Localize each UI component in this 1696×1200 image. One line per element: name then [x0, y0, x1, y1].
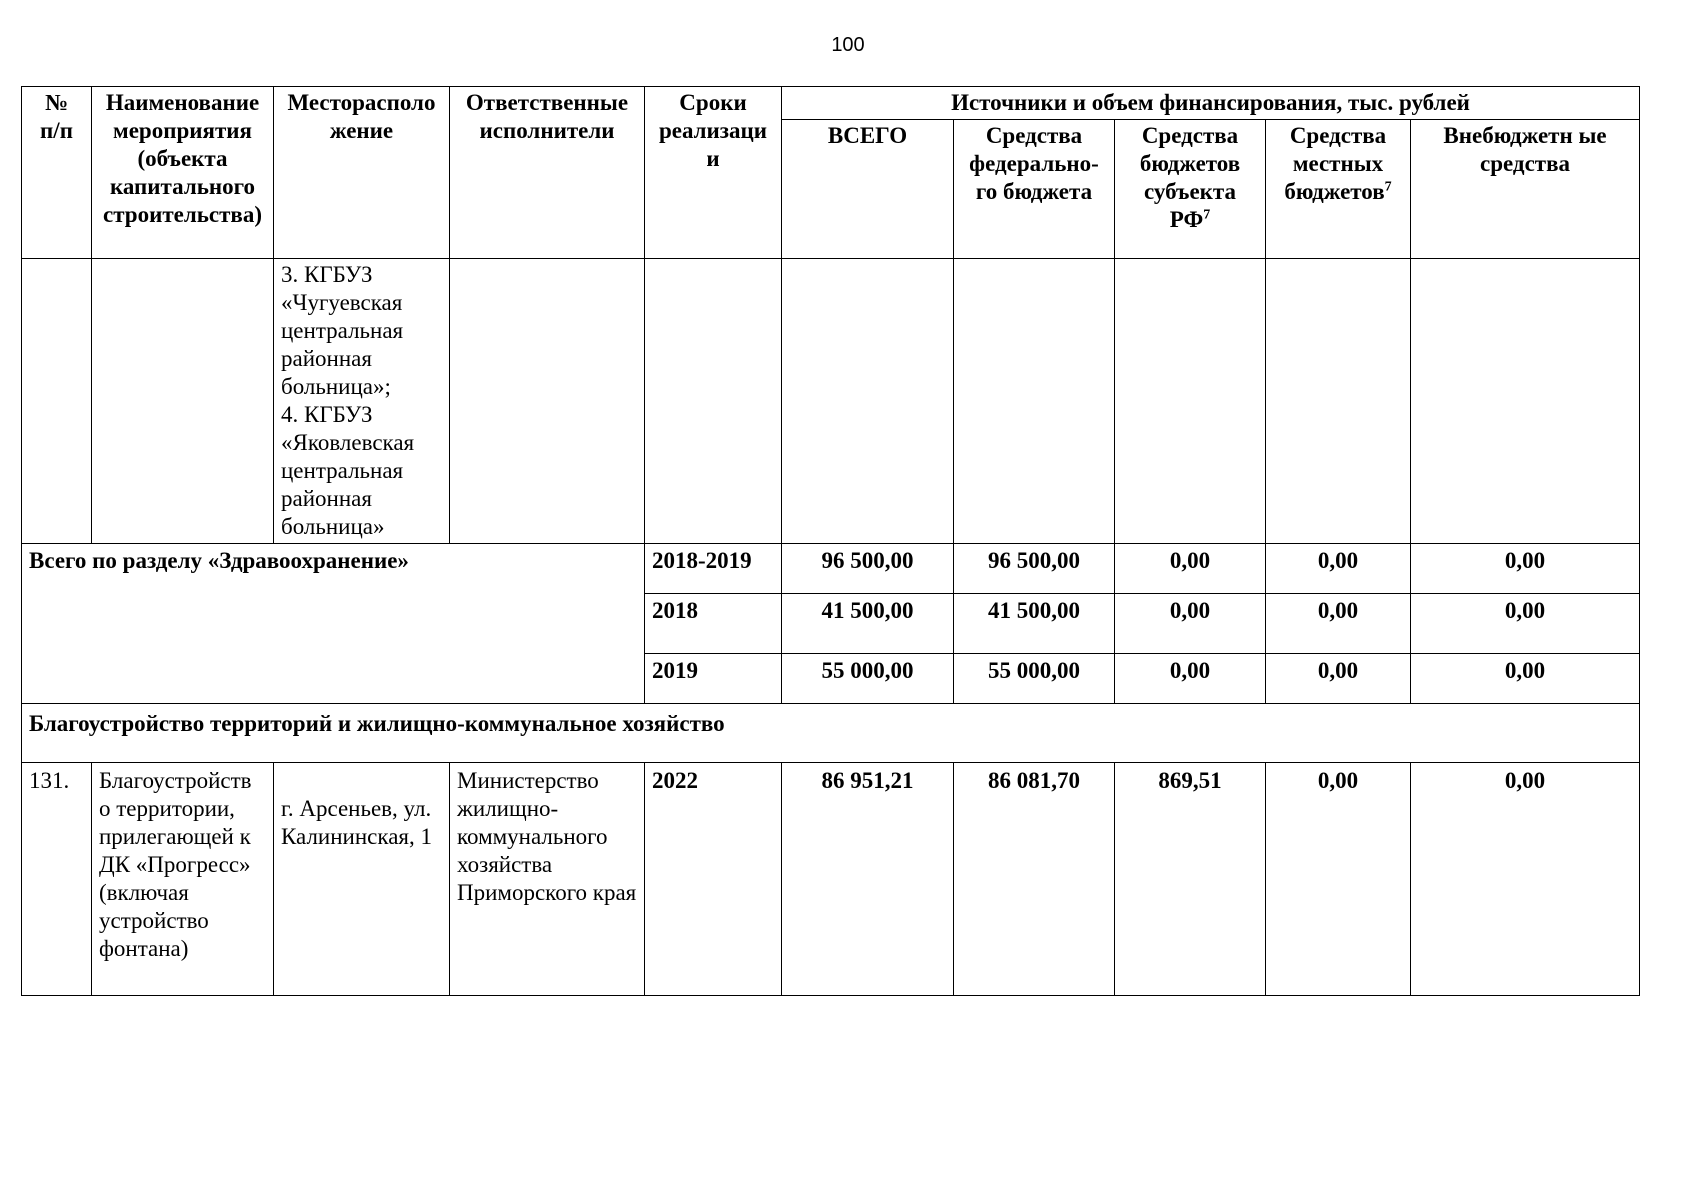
- cell-federal: 41 500,00: [954, 594, 1115, 654]
- header-responsible: Ответственные исполнители: [450, 87, 645, 259]
- header-number: № п/п: [22, 87, 92, 259]
- page-number: 100: [831, 34, 865, 56]
- cell-empty: [645, 259, 782, 544]
- section-heading-row: [22, 704, 1640, 763]
- header-row: [22, 87, 1640, 120]
- header-subject-text: Средства бюджетов субъекта РФ: [1139, 123, 1241, 232]
- cell-federal: 96 500,00: [954, 544, 1115, 594]
- header-location: Месторасполо жение: [274, 87, 450, 259]
- header-local: [1266, 120, 1411, 259]
- cell-period: 2022: [645, 763, 782, 996]
- cell-extra: 0,00: [1411, 763, 1640, 996]
- table-row: [22, 763, 1640, 996]
- cell-extra: 0,00: [1411, 654, 1640, 704]
- header-extra: Внебюджетн ые средства: [1411, 120, 1640, 259]
- cell-empty: [92, 259, 274, 544]
- funding-table: [21, 86, 1640, 996]
- section-total-label: Всего по разделу «Здравоохранение»: [22, 544, 645, 704]
- header-federal: Средства федерально-го бюджета: [954, 120, 1115, 259]
- cell-subject: 869,51: [1115, 763, 1266, 996]
- cell-extra: 0,00: [1411, 544, 1640, 594]
- header-period: Сроки реализаци и: [645, 87, 782, 259]
- cell-federal: 86 081,70: [954, 763, 1115, 996]
- footnote-marker: 7: [1203, 207, 1211, 223]
- cell-federal: 55 000,00: [954, 654, 1115, 704]
- cell-empty: [782, 259, 954, 544]
- cell-total: 55 000,00: [782, 654, 954, 704]
- cell-period: 2019: [645, 654, 782, 704]
- cell-empty: [954, 259, 1115, 544]
- cell-number: 131.: [22, 763, 92, 996]
- cell-local: 0,00: [1266, 654, 1411, 704]
- cell-empty: [1411, 259, 1640, 544]
- header-name: Наименование мероприятия (объекта капитального строительства): [92, 87, 274, 259]
- cell-local: 0,00: [1266, 594, 1411, 654]
- cell-period: 2018-2019: [645, 544, 782, 594]
- cell-subject: 0,00: [1115, 544, 1266, 594]
- header-total: ВСЕГО: [782, 120, 954, 259]
- cell-empty: [22, 259, 92, 544]
- cell-responsible: Министерство жилищно-коммунального хозяйства Приморского края: [450, 763, 645, 996]
- cell-location: г. Арсеньев, ул. Калининская, 1: [274, 763, 450, 996]
- cell-local: 0,00: [1266, 763, 1411, 996]
- footnote-marker: 7: [1384, 179, 1392, 195]
- cell-empty: [1115, 259, 1266, 544]
- cell-total: 41 500,00: [782, 594, 954, 654]
- cell-empty: [450, 259, 645, 544]
- table-row: [22, 259, 1640, 544]
- header-subject: [1115, 120, 1266, 259]
- cell-location: 3. КГБУЗ «Чугуевская центральная районная больница»; 4. КГБУЗ «Яковлевская центральная районная больница»: [274, 259, 450, 544]
- header-local-text: Средства местных бюджетов: [1284, 123, 1387, 204]
- cell-total: 96 500,00: [782, 544, 954, 594]
- table-row: [22, 544, 1640, 594]
- cell-total: 86 951,21: [782, 763, 954, 996]
- cell-local: 0,00: [1266, 544, 1411, 594]
- cell-empty: [1266, 259, 1411, 544]
- cell-subject: 0,00: [1115, 654, 1266, 704]
- header-funding-group: Источники и объем финансирования, тыс. рублей: [782, 87, 1640, 120]
- section-heading: Благоустройство территорий и жилищно-коммунальное хозяйство: [22, 704, 1640, 763]
- cell-period: 2018: [645, 594, 782, 654]
- cell-subject: 0,00: [1115, 594, 1266, 654]
- cell-extra: 0,00: [1411, 594, 1640, 654]
- cell-name: Благоустройств о территории, прилегающей к ДК «Прогресс» (включая устройство фонтана): [92, 763, 274, 996]
